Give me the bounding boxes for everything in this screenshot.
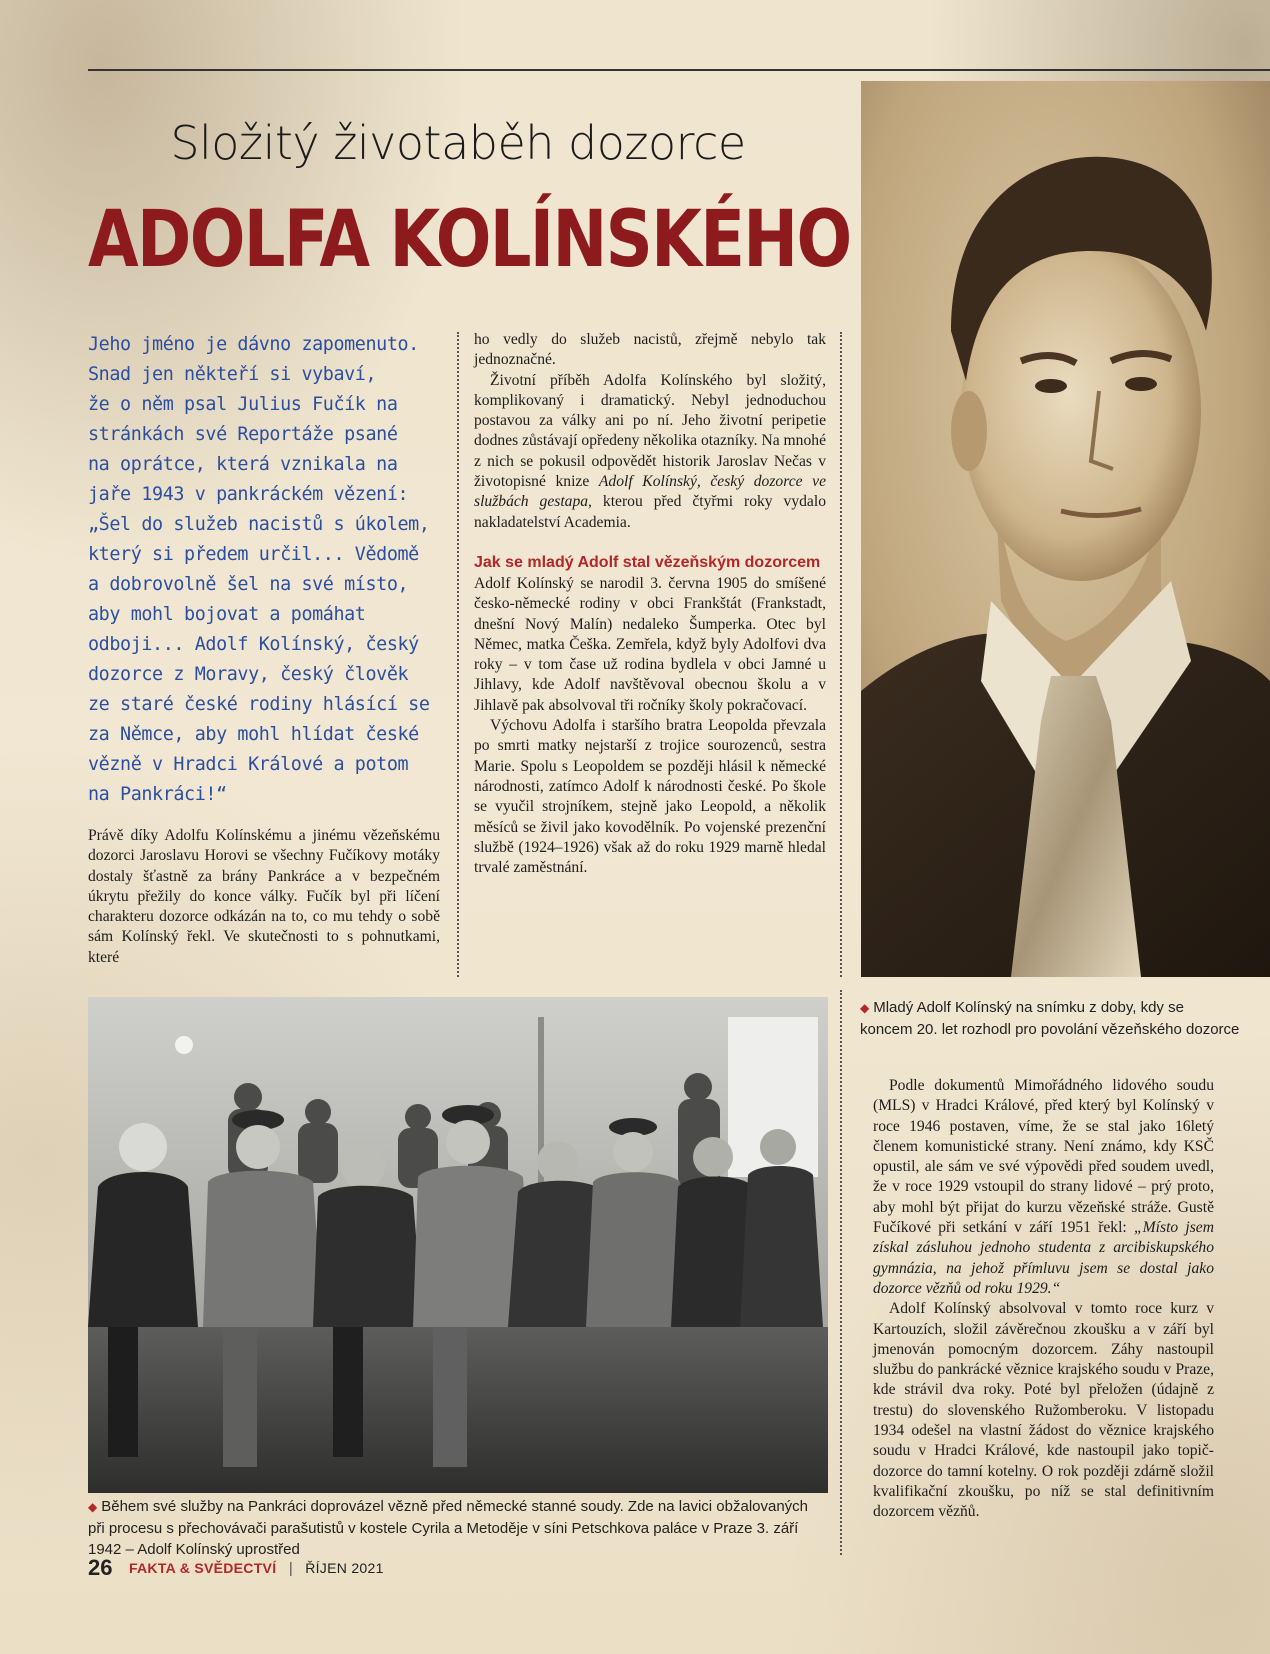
- column-divider: [457, 332, 459, 977]
- body-paragraph: Podle dokumentů Mimořádného lidového soudu (MLS) v Hradci Králové, před který byl Kolínský v roce 1946 postaven, víme, že se stal jako 16letý členem komunistické strany. Není známo, kdy KSČ opustil, ale sám ve své výpovědi před soudem uvedl, že v roce 1929 vstoupil do strany lidové – prý proto, aby mohl být přijat do kurzu vězeňské stráže. Gustě Fučíkové při setkání v září 1951 řekl: „Místo jsem získal zásluhou jednoho studenta z arcibiskupského gymnázia, na jehož přímluvu jsem se dostal jako dozorce vězňů od roku 1929.“: [873, 1077, 1214, 1297]
- lead-line: za Němce, aby mohl hlídat české: [88, 724, 419, 745]
- lead-line: jaře 1943 v pankráckém vězení:: [88, 484, 409, 505]
- column-divider: [840, 332, 842, 977]
- book-title: Adolf Kolínský, český dozorce ve službách gestapa: [474, 473, 826, 511]
- section-subheading: Jak se mladý Adolf stal vězeňským dozorcem: [474, 553, 821, 571]
- column-1-body: [88, 826, 440, 968]
- title-line-1: Složitý životaběh dozorce: [170, 116, 746, 170]
- quote: „Místo jsem získal zásluhou jednoho studenta z arcibiskupského gymnázia, na jehož přímluvu jsem se dostal jako dozorce vězňů od roku 1929.“: [873, 1219, 1214, 1297]
- issue-date: ŘÍJEN 2021: [305, 1560, 384, 1576]
- magazine-name: FAKTA & SVĚDECTVÍ: [128, 1560, 277, 1576]
- column-3-body: [873, 1076, 1214, 1523]
- footer-separator: |: [288, 1559, 293, 1577]
- column-2-body: [474, 330, 826, 878]
- portrait-caption: ◆ Mladý Adolf Kolínský na snímku z doby, kdy se koncem 20. let rozhodl pro povolání vězeňského dozorce: [860, 999, 1240, 1038]
- courtroom-photo: [88, 997, 828, 1493]
- portrait-photo: [861, 81, 1270, 977]
- page-footer: [88, 1555, 384, 1581]
- body-paragraph: Výchovu Adolfa i staršího bratra Leopolda převzala po smrti matky nejstarší z trojice sourozenců, sestra Marie. Spolu s Leopoldem se později hlásil k německé národnosti, zatímco Adolf k národnosti české. Po škole se vyučil strojníkem, stejně jako Leopold, a několik měsíců se živil jako kovodělník. Po vojenské prezenční službě (1924–1926) však až do roku 1929 marně hledal trvalé zaměstnání.: [474, 717, 826, 877]
- lead-line: aby mohl bojovat a pomáhat: [88, 604, 366, 625]
- lead-line: na Pankráci!“: [88, 784, 227, 805]
- page-number: 26: [88, 1555, 113, 1580]
- body-paragraph: Adolf Kolínský absolvoval v tomto roce kurz v Kartouzích, složil závěrečnou zkoušku a v září byl jmenován pomocným dozorcem. Záhy nastoupil službu do pankrácké věznice krajského soudu v Praze, kde strávil dva roky. Poté byl přeložen (údajně z trestu) do slovenského Ružomberoku. V listopadu 1934 odešel na vlastní žádost do věznice krajského soudu v Hradci Králové, kde nastoupil jako topič-dozorce do tamní kotelny. O rok později zdárně složil kvalifikační zkoušku, po níž se stal definitivním dozorcem vězňů.: [873, 1300, 1214, 1521]
- lead-line: Jeho jméno je dávno zapomenuto.: [88, 334, 419, 355]
- photo-caption: ◆ Během své služby na Pankráci doprovázel vězně před německé stanné soudy. Zde na lavici obžalovaných při procesu s přechovávači parašutistů v kostele Cyrila a Metoděje v síni Petschkova paláce v Praze 3. září 1942 – Adolf Kolínský uprostřed: [88, 1498, 809, 1558]
- body-paragraph: Právě díky Adolfu Kolínskému a jinému vězeňskému dozorci Jaroslavu Horovi se všechny Fučíkovy motáky dostaly šťastně za brány Pankráce a v bezpečném úkrytu přežily do konce války. Fučík byl při líčení charakteru dozorce odkázán na to, co mu tehdy o sobě sám Kolínský řekl. Ve skutečnosti to s pohnutkami, které: [88, 827, 440, 966]
- lead-line: a dobrovolně šel na své místo,: [88, 574, 409, 595]
- lead-line: ze staré české rodiny hlásící se: [88, 694, 430, 715]
- lead-line: Snad jen někteří si vybaví,: [88, 364, 377, 385]
- lead-line: odboji... Adolf Kolínský, český: [88, 634, 419, 655]
- lead-paragraph: [88, 330, 438, 810]
- lead-line: že o něm psal Julius Fučík na: [88, 394, 398, 415]
- caption-marker-icon: ◆: [860, 1001, 870, 1015]
- column-divider: [840, 990, 842, 1555]
- lead-line: stránkách své Reportáže psané: [88, 424, 398, 445]
- body-paragraph: ho vedly do služeb nacistů, zřejmě nebylo tak jednoznačné.: [474, 331, 826, 369]
- title-line-2: ADOLFA KOLÍNSKÉHO: [88, 195, 851, 285]
- body-paragraph: Životní příběh Adolfa Kolínského byl složitý, komplikovaný i dramatický. Nebyl jednoduchou postavou za války ani po ní. Jeho životní peripetie dodnes zůstávají opředeny několika otazníky. Na mnohé z nich se pokusil odpovědět historik Jaroslav Nečas v životopisné knize Adolf Kolínský, český dozorce ve službách gestapa, kterou před čtyřmi roky vydalo nakladatelství Academia.: [474, 371, 826, 531]
- lead-line: vězně v Hradci Králové a potom: [88, 754, 409, 775]
- lead-line: „Šel do služeb nacistů s úkolem,: [88, 514, 430, 535]
- body-paragraph: Adolf Kolínský se narodil 3. června 1905 do smíšené česko-německé rodiny v obci Frankštát (Frankstadt, dnešní Nový Malín) nedaleko Šumperka. Otec byl Němec, matka Češka. Zemřela, když byly Adolfovi dva roky – v tom čase už rodina bydlela v obci Jamné u Jihlavy, kde Adolf navštěvoval obecnou školu a v Jihlavě pak absolvoval tři ročníky školy pokračovací.: [474, 574, 826, 714]
- top-rule: [88, 69, 1270, 71]
- caption-marker-icon: ◆: [88, 1500, 98, 1514]
- lead-line: který si předem určil... Vědomě: [88, 544, 419, 565]
- lead-line: na oprátce, která vznikala na: [88, 454, 398, 475]
- lead-line: dozorce z Moravy, český člověk: [88, 664, 409, 685]
